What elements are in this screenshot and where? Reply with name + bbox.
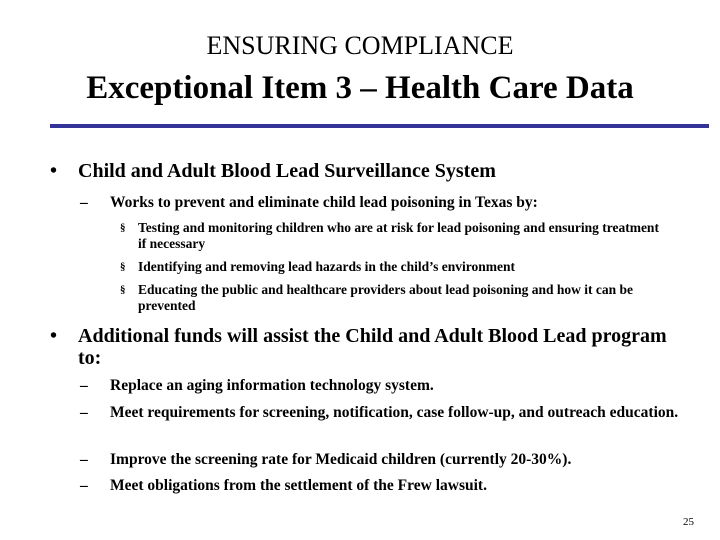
sub-sub-bullet-marker: § <box>120 261 126 273</box>
sub-bullet-marker: – <box>80 377 88 394</box>
sub-sub-bullet-text: Identifying and removing lead hazards in the child’s environment <box>138 259 516 274</box>
sub-bullet-text: Improve the screening rate for Medicaid children (currently 20-30%). <box>110 451 572 468</box>
sub-bullet-text: Works to prevent and eliminate child lead poisoning in Texas by: <box>110 194 538 211</box>
sub-bullet-marker: – <box>80 404 88 421</box>
sub-bullet-marker: – <box>80 477 88 494</box>
sub-sub-bullet-marker: § <box>120 222 126 234</box>
sub-sub-bullet-marker: § <box>120 284 126 296</box>
sub-bullet-marker: – <box>80 194 88 211</box>
bullet-text: Additional funds will assist the Child and Adult Blood Lead program to: <box>78 325 667 369</box>
page-number: 25 <box>683 516 694 528</box>
bullet-marker: • <box>50 160 58 182</box>
sub-bullet-text: Meet requirements for screening, notification, case follow-up, and outreach education. <box>110 404 679 421</box>
title-block <box>0 30 720 108</box>
sub-bullet-text: Replace an aging information technology system. <box>110 377 434 394</box>
title-divider <box>50 124 709 128</box>
bullet-marker: • <box>50 325 58 347</box>
slide-title: Exceptional Item 3 – Health Care Data <box>86 70 634 106</box>
slide-supertitle: ENSURING COMPLIANCE <box>206 31 514 60</box>
sub-bullet-text: Meet obligations from the settlement of the Frew lawsuit. <box>110 477 487 494</box>
bullet-text: Child and Adult Blood Lead Surveillance System <box>78 160 496 182</box>
sub-sub-bullet-text: Educating the public and healthcare providers about lead poisoning and how it can be prevented <box>138 282 633 313</box>
sub-bullet-marker: – <box>80 451 88 468</box>
sub-sub-bullet-text: Testing and monitoring children who are at risk for lead poisoning and ensuring treatment if necessary <box>138 220 659 251</box>
